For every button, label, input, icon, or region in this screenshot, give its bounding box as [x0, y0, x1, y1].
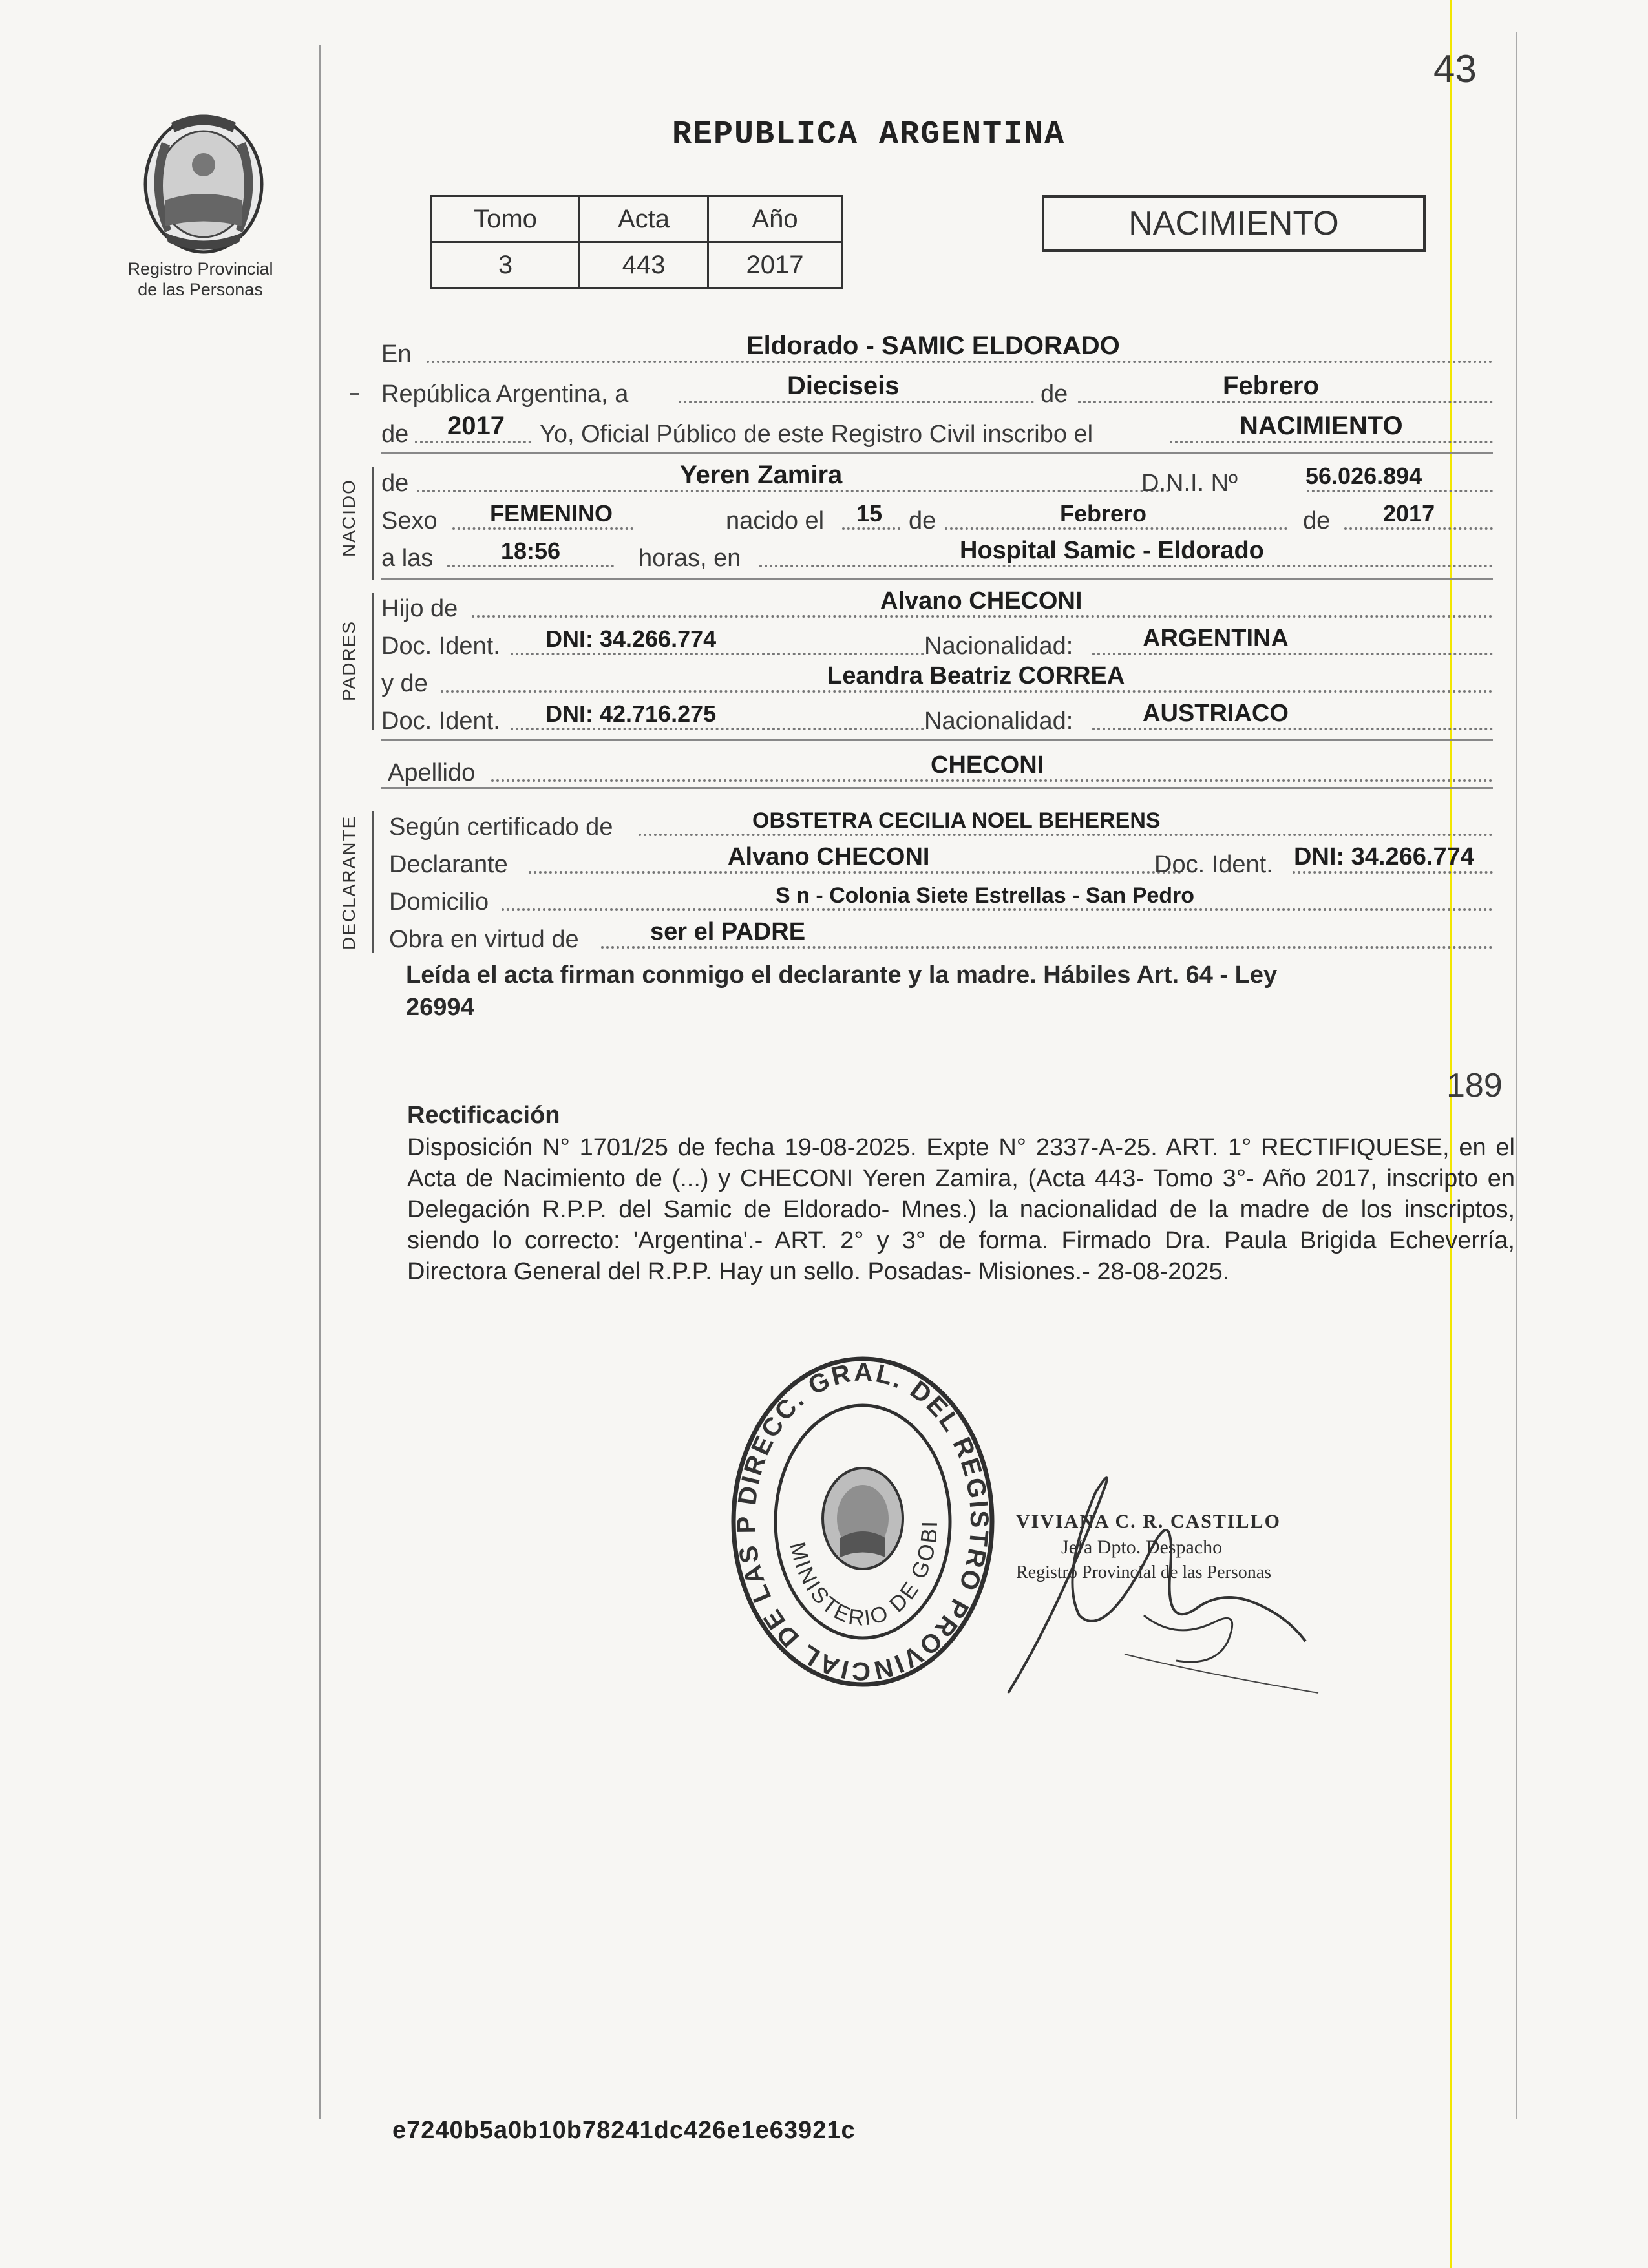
declarante-obra-label: Obra en virtud de [389, 926, 579, 953]
record-type-box: NACIMIENTO [1042, 195, 1426, 252]
nacido-line-name [381, 461, 1493, 500]
separator-padres [381, 739, 1493, 741]
nacido-section-label: NACIDO [339, 479, 359, 557]
nacido-line-time [381, 539, 1493, 575]
official-stamp [724, 1350, 1002, 1693]
birth-place-value: Hospital Samic - Eldorado [960, 537, 1264, 564]
nacido-a-las-label: a las [381, 545, 434, 572]
intro-official-text: Yo, Oficial Público de este Registro Civil inscribo el [540, 421, 1093, 448]
padres-line-father-doc [381, 627, 1493, 663]
nacido-de-label: de [381, 470, 409, 497]
intro-de2-label: de [381, 421, 409, 448]
father-nationality-value: ARGENTINA [1143, 625, 1289, 652]
logo-caption [116, 258, 284, 300]
intro-en-label: En [381, 341, 412, 368]
record-table-header-row [432, 196, 842, 242]
nacido-de-label-3: de [1303, 507, 1331, 534]
page-number: 43 [1433, 47, 1477, 90]
padres-y-de-label: y de [381, 670, 428, 697]
closing-statement [406, 959, 1466, 1024]
margin-dash [350, 393, 359, 395]
left-margin-rule [319, 45, 321, 2119]
padres-line-mother-doc [381, 702, 1493, 738]
separator-intro [381, 452, 1493, 454]
closing-line-1: Leída el acta firman conmigo el declarante y la madre. Hábiles Art. 64 - Ley [406, 961, 1278, 989]
birth-day-value: 15 [856, 500, 883, 527]
nacido-de-label-2: de [909, 507, 936, 534]
record-table-value-row [432, 242, 842, 288]
newborn-dni-value: 56.026.894 [1305, 463, 1422, 489]
coat-of-arms-icon [126, 103, 281, 258]
padres-bracket [372, 593, 374, 730]
provincia-misiones-logo [126, 103, 281, 258]
declarante-cert-label: Según certificado de [389, 814, 613, 841]
declarante-line-name [381, 845, 1493, 881]
padres-nationality-label-2: Nacionalidad: [924, 708, 1073, 735]
birth-time-value: 18:56 [501, 538, 561, 564]
certificate-value: OBSTETRA CECILIA NOEL BEHERENS [752, 808, 1161, 833]
stamp-inner-text: MINISTERIO DE GOBI [785, 1518, 943, 1632]
padres-doc-label: Doc. Ident. [381, 633, 500, 660]
father-doc-value: DNI: 34.266.774 [545, 625, 717, 652]
declarante-name-value: Alvano CHECONI [728, 843, 930, 870]
rectification-number: 189 [1446, 1067, 1503, 1104]
nacido-dni-label: D.N.I. Nº [1141, 470, 1238, 497]
table-header-acta: Acta [580, 196, 708, 242]
mother-doc-value: DNI: 42.716.275 [545, 700, 717, 727]
intro-year-value: 2017 [447, 412, 505, 440]
signer-block [1016, 1511, 1326, 1583]
intro-place-value: Eldorado - SAMIC ELDORADO [746, 331, 1120, 360]
record-table [430, 195, 843, 289]
document-hash: e7240b5a0b10b78241dc426e1e63921c [392, 2117, 856, 2144]
intro-month-value: Febrero [1223, 372, 1319, 400]
newborn-name-value: Yeren Zamira [680, 461, 843, 489]
padres-line-mother [381, 664, 1493, 700]
declarante-line-domicilio [381, 883, 1493, 919]
declarante-line-certificate [381, 808, 1493, 844]
birth-year-value: 2017 [1383, 500, 1435, 527]
newborn-sex-value: FEMENINO [490, 500, 613, 527]
apellido-value: CHECONI [931, 751, 1044, 779]
table-value-ano: 2017 [708, 242, 842, 288]
padres-doc-label-2: Doc. Ident. [381, 708, 500, 735]
separator-apellido [381, 787, 1493, 789]
apellido-line [381, 753, 1493, 790]
stamp-outer-text: DIRECC. GRAL. DEL REGISTRO PROVINCIAL DE LAS P [732, 1358, 994, 1686]
declarante-dom-label: Domicilio [389, 888, 489, 916]
nacido-line-birth [381, 501, 1493, 538]
apellido-label: Apellido [388, 759, 476, 786]
logo-caption-line2: de las Personas [138, 280, 263, 299]
page-title: REPUBLICA ARGENTINA [672, 116, 1066, 153]
rectification-text: Disposición N° 1701/25 de fecha 19-08-2025. Expte N° 2337-A-25. ART. 1° RECTIFIQUESE, en el Acta de Nacimiento de (...) y CHECONI Yeren Zamira, (Acta 443- Tomo 3°- Año 2017, inscripto en Delegación R.P.P. del Samic de Eldorado- Mnes.) la nacionalidad de la madre de los inscriptos, siendo lo correcto: 'Argentina'.- ART. 2° y 3° de forma. Firmado Dra. Paula Brigida Echeverría, Directora General del R.P.P. Hay un sello. Posadas- Misiones.- 28-08-2025. [407, 1134, 1515, 1285]
birth-month-value: Febrero [1060, 500, 1147, 527]
right-margin-rule [1516, 32, 1517, 2119]
rectification-title: Rectificación [407, 1102, 560, 1129]
intro-inscription-value: NACIMIENTO [1240, 412, 1403, 440]
table-value-tomo: 3 [432, 242, 580, 288]
nacido-sexo-label: Sexo [381, 507, 438, 534]
intro-de-label: de [1041, 381, 1068, 408]
table-header-tomo: Tomo [432, 196, 580, 242]
domicilio-value: S n - Colonia Siete Estrellas - San Pedro [776, 883, 1195, 908]
declarante-label: Declarante [389, 851, 508, 878]
closing-line-2: 26994 [406, 994, 474, 1021]
father-name-value: Alvano CHECONI [880, 587, 1083, 614]
intro-day-value: Dieciseis [787, 372, 900, 400]
mother-name-value: Leandra Beatriz CORREA [827, 662, 1125, 689]
signer-role: Jefa Dpto. Despacho [1061, 1537, 1223, 1558]
declarante-section-label: DECLARANTE [339, 815, 359, 950]
padres-nationality-label: Nacionalidad: [924, 633, 1073, 660]
nacido-born-label: nacido el [726, 507, 825, 534]
table-header-ano: Año [708, 196, 842, 242]
padres-hijo-label: Hijo de [381, 595, 458, 622]
declarante-bracket [372, 811, 374, 953]
stamp-seal-icon [724, 1350, 1002, 1693]
nacido-horas-label: horas, en [639, 545, 741, 572]
declarante-line-obra [381, 920, 1493, 956]
declarante-doc-label: Doc. Ident. [1154, 851, 1273, 878]
intro-line-date [381, 372, 1493, 411]
table-value-acta: 443 [580, 242, 708, 288]
intro-line-official [381, 412, 1493, 451]
declarante-doc-value: DNI: 34.266.774 [1294, 843, 1474, 870]
signer-name: VIVIANA C. R. CASTILLO [1016, 1511, 1281, 1532]
signer-org: Registro Provincial de las Personas [1016, 1562, 1272, 1582]
mother-nationality-value: AUSTRIACO [1143, 700, 1289, 727]
separator-nacido [381, 578, 1493, 580]
nacido-bracket [372, 467, 374, 580]
obra-value: ser el PADRE [650, 918, 806, 945]
padres-section-label: PADRES [339, 620, 359, 701]
padres-line-father [381, 589, 1493, 625]
intro-republica-label: República Argentina, a [381, 381, 629, 408]
intro-line-place [381, 331, 1493, 371]
logo-caption-line1: Registro Provincial [127, 259, 273, 278]
